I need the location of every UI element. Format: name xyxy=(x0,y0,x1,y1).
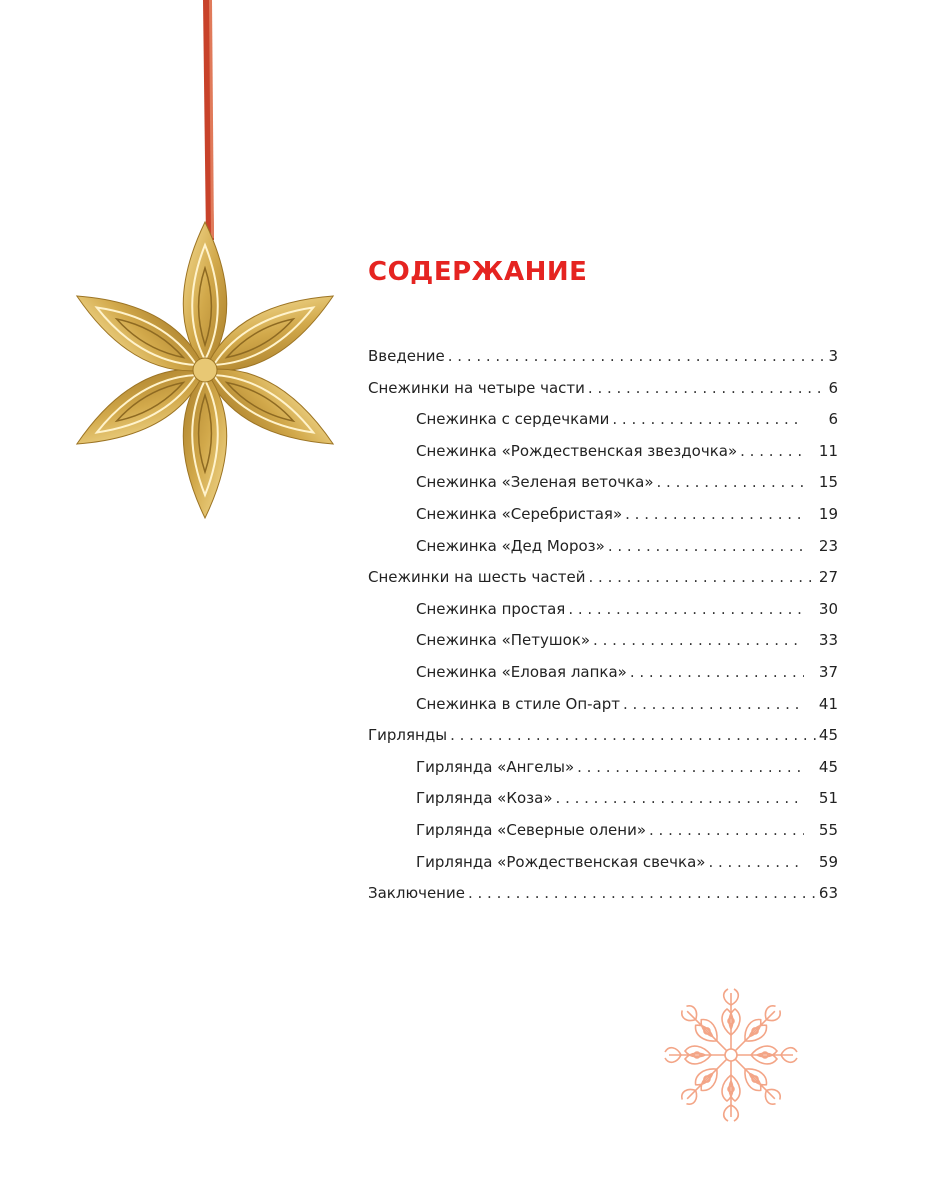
toc-entry xyxy=(368,341,838,373)
toc-entry-title: Снежинка «Дед Мороз» xyxy=(416,536,605,555)
toc-entry xyxy=(368,562,838,594)
dot-leader xyxy=(708,847,804,879)
toc-entry-page-number: 19 xyxy=(818,504,838,523)
toc-entry-page-number: 59 xyxy=(818,852,838,871)
dot-leader xyxy=(649,815,804,847)
toc-entry-page-number: 11 xyxy=(818,441,838,460)
toc-entry-title: Снежинка простая xyxy=(416,599,566,618)
toc-entry-page-number: 45 xyxy=(818,726,838,745)
toc-entry xyxy=(368,404,838,436)
toc-entry-title: Снежинки на шесть частей xyxy=(368,568,586,587)
toc-entry xyxy=(368,878,838,910)
dot-leader xyxy=(657,467,804,499)
dot-leader xyxy=(577,752,804,784)
toc-entry xyxy=(368,499,838,531)
ribbon-hanger xyxy=(203,0,214,240)
toc-entry xyxy=(368,625,838,657)
toc-entry-title: Снежинка «Серебристая» xyxy=(416,504,623,523)
toc-entry-page-number: 63 xyxy=(818,884,838,903)
toc-entry-title: Гирлянда «Коза» xyxy=(416,789,553,808)
dot-leader xyxy=(593,625,804,657)
toc-entry-title: Гирлянда «Рождественская свечка» xyxy=(416,852,706,871)
toc-entry-title: Снежинка в стиле Оп-арт xyxy=(416,694,621,713)
dot-leader xyxy=(589,562,816,594)
toc-entry-title: Гирлянда «Северные олени» xyxy=(416,820,647,839)
toc-entry-page-number: 6 xyxy=(828,378,838,397)
dot-leader xyxy=(630,657,804,689)
toc-entry-page-number: 45 xyxy=(818,757,838,776)
dot-leader xyxy=(588,373,826,405)
toc-entry-page-number: 23 xyxy=(818,536,838,555)
toc-entry-page-number: 27 xyxy=(818,568,838,587)
toc-entry xyxy=(368,720,838,752)
dot-leader xyxy=(450,720,816,752)
toc-entry-page-number: 51 xyxy=(818,789,838,808)
dot-leader xyxy=(612,404,804,436)
toc-entry-title: Гирлянды xyxy=(368,726,448,745)
toc-entry-page-number: 41 xyxy=(818,694,838,713)
dot-leader xyxy=(625,499,804,531)
page-title: СОДЕРЖАНИЕ xyxy=(368,257,588,287)
toc-entry-page-number: 30 xyxy=(818,599,838,618)
toc-entry xyxy=(368,436,838,468)
dot-leader xyxy=(556,783,804,815)
toc-entry xyxy=(368,373,838,405)
toc-entry xyxy=(368,531,838,563)
toc-entry-page-number: 55 xyxy=(818,820,838,839)
paper-star-ornament-illustration xyxy=(62,0,338,525)
toc-entry-title: Снежинка «Петушок» xyxy=(416,631,591,650)
toc-entry-title: Снежинка «Зеленая веточка» xyxy=(416,473,654,492)
toc-entry-page-number: 6 xyxy=(828,410,838,429)
dot-leader xyxy=(468,878,816,910)
toc-entry-page-number: 33 xyxy=(818,631,838,650)
toc-entry-title: Снежинки на четыре части xyxy=(368,378,585,397)
toc-entry xyxy=(368,847,838,879)
decorative-snowflake-icon xyxy=(661,985,801,1125)
dot-leader xyxy=(448,341,826,373)
toc-entry xyxy=(368,752,838,784)
toc-entry-page-number: 15 xyxy=(818,473,838,492)
gold-star-shape xyxy=(66,222,338,518)
toc-entry xyxy=(368,657,838,689)
toc-entry xyxy=(368,815,838,847)
toc-entry-title: Заключение xyxy=(368,884,465,903)
toc-entry-title: Введение xyxy=(368,347,445,365)
dot-leader xyxy=(608,531,804,563)
toc-entry-page-number: 3 xyxy=(828,347,838,365)
toc-entry xyxy=(368,783,838,815)
toc-entry xyxy=(368,467,838,499)
dot-leader xyxy=(740,436,804,468)
toc-entry xyxy=(368,689,838,721)
toc-entry-title: Снежинка с сердечками xyxy=(416,410,610,429)
toc-entry-title: Гирлянда «Ангелы» xyxy=(416,757,575,776)
toc-entry-title: Снежинка «Рождественская звездочка» xyxy=(416,441,738,460)
dot-leader xyxy=(568,594,804,626)
toc-entry xyxy=(368,594,838,626)
toc-entry-page-number: 37 xyxy=(818,662,838,681)
table-of-contents xyxy=(368,341,838,910)
toc-entry-title: Снежинка «Еловая лапка» xyxy=(416,662,627,681)
dot-leader xyxy=(623,689,804,721)
